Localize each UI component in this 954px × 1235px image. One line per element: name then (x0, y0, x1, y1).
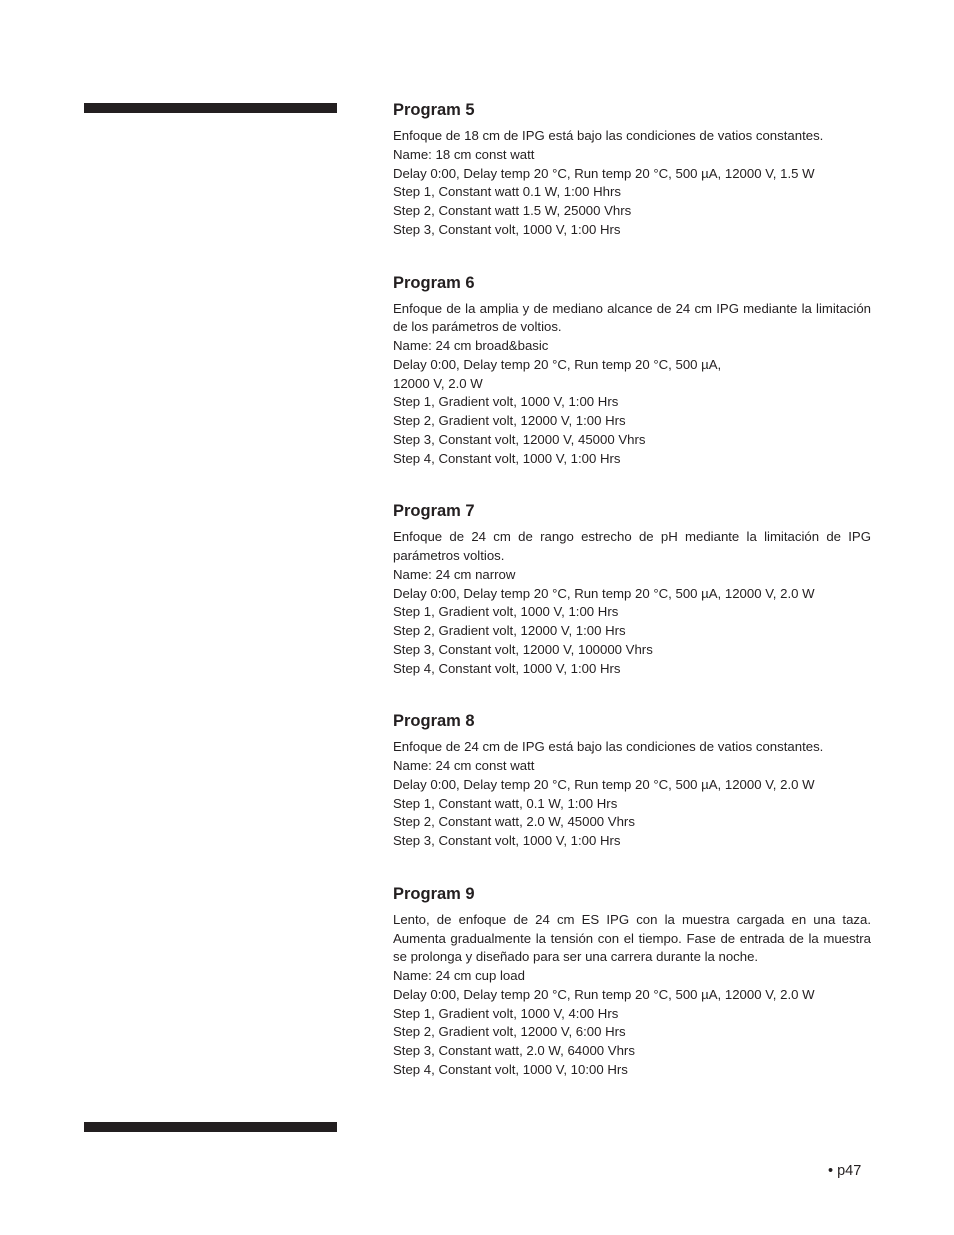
program-line: Name: 18 cm const watt (393, 146, 535, 162)
program-title: Program 5 (393, 101, 475, 119)
program-line: Delay 0:00, Delay temp 20 °C, Run temp 20 °C, 500 µA, 12000 V, 2.0 W (393, 776, 815, 792)
program-line: Step 3, Constant volt, 12000 V, 100000 Vhrs (393, 641, 653, 657)
program-description: Enfoque de la amplia y de mediano alcance de 24 cm IPG mediante la limitación de los parámetros de voltios. (393, 300, 871, 335)
program-line: Step 4, Constant volt, 1000 V, 1:00 Hrs (393, 660, 621, 676)
program-line: Step 1, Constant watt 0.1 W, 1:00 Hhrs (393, 184, 621, 200)
program-7-section (393, 500, 871, 678)
program-line: Step 1, Gradient volt, 1000 V, 4:00 Hrs (393, 1005, 619, 1021)
program-line: Step 3, Constant volt, 12000 V, 45000 Vhrs (393, 431, 646, 447)
program-line: Step 1, Gradient volt, 1000 V, 1:00 Hrs (393, 394, 619, 410)
program-line: Step 4, Constant volt, 1000 V, 10:00 Hrs (393, 1061, 628, 1077)
program-6-section (393, 272, 871, 469)
program-line: 12000 V, 2.0 W (393, 375, 483, 391)
program-description: Lento, de enfoque de 24 cm ES IPG con la muestra cargada en una taza. Aumenta gradualmente la tensión con el tiempo. Fase de entrada de la muestra se prolonga y diseñado para ser una carrera durante la noche. (393, 911, 871, 965)
program-line: Step 1, Gradient volt, 1000 V, 1:00 Hrs (393, 604, 619, 620)
top-rule-bar (84, 103, 337, 113)
program-title: Program 6 (393, 273, 475, 292)
program-line: Name: 24 cm broad&basic (393, 338, 549, 353)
program-line: Step 2, Gradient volt, 12000 V, 1:00 Hrs (393, 413, 626, 428)
program-line: Step 3, Constant volt, 1000 V, 1:00 Hrs (393, 833, 621, 848)
programs-column (393, 99, 871, 1080)
program-line: Delay 0:00, Delay temp 20 °C, Run temp 20 °C, 500 µA, 12000 V, 2.0 W (393, 585, 815, 601)
program-title: Program 7 (393, 502, 475, 521)
page-number: • p47 (828, 1163, 862, 1179)
program-line: Step 2, Gradient volt, 12000 V, 6:00 Hrs (393, 1024, 626, 1040)
program-description: Enfoque de 24 cm de IPG está bajo las condiciones de vatios constantes. (393, 739, 824, 755)
program-line: Step 1, Constant watt, 0.1 W, 1:00 Hrs (393, 795, 618, 811)
program-line: Delay 0:00, Delay temp 20 °C, Run temp 20 °C, 500 µA, 12000 V, 2.0 W (393, 986, 815, 1002)
program-line: Step 2, Constant watt, 2.0 W, 45000 Vhrs (393, 814, 635, 830)
program-line: Name: 24 cm narrow (393, 566, 516, 582)
program-description: Enfoque de 24 cm de rango estrecho de pH mediante la limitación de IPG parámetros voltios. (393, 529, 871, 563)
program-8-section (393, 710, 871, 851)
program-line: Name: 24 cm cup load (393, 968, 525, 983)
program-5-section (393, 99, 871, 240)
program-description: Enfoque de 18 cm de IPG está bajo las condiciones de vatios constantes. (393, 128, 824, 143)
program-line: Step 4, Constant volt, 1000 V, 1:00 Hrs (393, 450, 621, 466)
program-line: Step 3, Constant volt, 1000 V, 1:00 Hrs (393, 221, 621, 237)
program-title: Program 9 (393, 884, 475, 903)
program-title: Program 8 (393, 712, 475, 731)
program-line: Name: 24 cm const watt (393, 758, 535, 773)
program-line: Delay 0:00, Delay temp 20 °C, Run temp 20 °C, 500 µA, (393, 356, 722, 372)
program-9-section (393, 883, 871, 1080)
program-line: Delay 0:00, Delay temp 20 °C, Run temp 20 °C, 500 µA, 12000 V, 1.5 W (393, 165, 815, 181)
bottom-rule-bar (84, 1122, 337, 1132)
program-line: Step 2, Gradient volt, 12000 V, 1:00 Hrs (393, 623, 626, 638)
program-line: Step 3, Constant watt, 2.0 W, 64000 Vhrs (393, 1043, 635, 1058)
program-line: Step 2, Constant watt 1.5 W, 25000 Vhrs (393, 203, 632, 218)
